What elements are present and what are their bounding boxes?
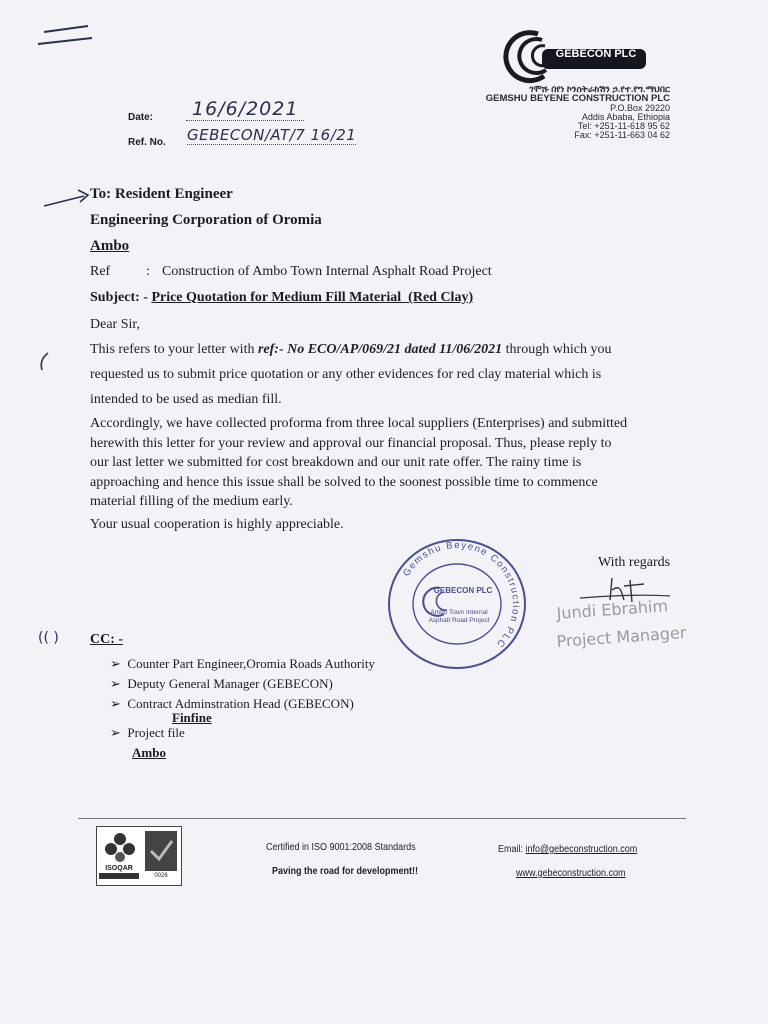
paragraph-2-line: our last letter we submitted for cost breakdown and our unit rate offer. The rainy time is xyxy=(90,455,582,470)
recipient-to: To: Resident Engineer xyxy=(90,186,233,202)
company-city: Addis Ababa, Ethiopia xyxy=(581,112,670,122)
iso-certified-text: Certified in ISO 9001:2008 Standards xyxy=(266,842,416,853)
date-value: 16/6/2021 xyxy=(186,98,304,121)
company-name: GEBECON PLC xyxy=(555,48,637,60)
cc-sub-location-2: Ambo xyxy=(132,745,166,760)
paragraph-1-line-2: requested us to submit price quotation or any other evidences for red clay material which is xyxy=(90,367,602,382)
cc-item: ➢ Deputy General Manager (GEBECON) xyxy=(110,676,333,691)
pen-mark-decoration: (( ) xyxy=(38,630,59,646)
stamp-center-line-1: Ambo Town Internal xyxy=(430,609,488,616)
salutation: Dear Sir, xyxy=(90,317,140,332)
pen-mark-decoration xyxy=(36,350,54,374)
iso-certification-logo xyxy=(96,826,182,886)
company-stamp xyxy=(382,534,532,674)
email-label: Email: xyxy=(498,844,526,855)
paragraph-2-line: material filling of the medium early. xyxy=(90,494,293,509)
paragraph-2-line: approaching and hence this issue shall be solved to the soonest possible time to commence xyxy=(90,474,598,490)
isoqar-label: ISOQAR xyxy=(105,865,133,872)
ref-no-value: GEBECON/AT/7 16/21 xyxy=(187,126,357,144)
company-pobox: P.O.Box 29220 xyxy=(610,103,670,113)
pen-arrow-decoration xyxy=(40,184,96,210)
stamp-center-line-2: Asphalt Road Project xyxy=(428,617,490,624)
isoqar-band xyxy=(99,873,139,879)
company-slogan: Paving the road for development!! xyxy=(272,866,419,877)
cc-label: CC: - xyxy=(90,632,124,647)
arrow-bullet-icon: ➢ xyxy=(110,676,128,691)
ref-line-separator: : xyxy=(146,264,150,279)
signatory-title: Project Manager xyxy=(556,622,687,651)
recipient-place: Ambo xyxy=(90,238,130,254)
stamp-ring-text: Gemshu Beyene Construction PLC xyxy=(401,539,522,651)
ref-line-label: Ref xyxy=(90,264,111,279)
regards-line: With regards xyxy=(598,555,671,570)
footer-divider xyxy=(78,818,686,819)
para1-text: This refers to your letter with xyxy=(90,342,258,357)
recipient-org: Engineering Corporation of Oromia xyxy=(90,212,322,228)
pen-mark-decoration xyxy=(30,22,100,52)
paragraph-2 xyxy=(90,414,690,512)
signatory-name: Jundi Ebrahim xyxy=(556,596,669,623)
website-link[interactable]: www.gebeconstruction.com xyxy=(516,868,626,879)
cc-item: ➢ Project file xyxy=(110,725,185,740)
ukas-checkmark-icon xyxy=(145,831,177,871)
paragraph-1-line-3: intended to be used as median fill. xyxy=(90,392,282,407)
arrow-bullet-icon: ➢ xyxy=(110,656,128,671)
ref-no-label: Ref. No. xyxy=(128,137,166,148)
arrow-bullet-icon: ➢ xyxy=(110,696,128,711)
paragraph-2-line: Accordingly, we have collected proforma from three local suppliers (Enterprises) and submitted xyxy=(90,416,628,431)
para1-text: through which you xyxy=(502,342,612,357)
footer-email xyxy=(498,844,637,855)
company-tel: Tel: +251-11-618 95 62 xyxy=(577,121,670,131)
cc-item: ➢ Counter Part Engineer,Oromia Roads Authority xyxy=(110,656,375,671)
para1-letter-ref: ref:- No ECO/AP/069/21 dated 11/06/2021 xyxy=(257,342,503,357)
cc-item: ➢ Contract Adminstration Head (GEBECON) xyxy=(110,696,354,711)
paragraph-1-line-1 xyxy=(90,337,611,362)
stamp-center-name: GEBECON PLC xyxy=(433,586,493,595)
cert-number: 0026 xyxy=(154,873,168,879)
isoqar-icon xyxy=(101,829,139,865)
company-fax: Fax: +251-11-663 04 62 xyxy=(574,130,670,140)
company-name-amharic: ገሞሹ በየነ ኮንስትራክሽን ኃ.የተ.የግ.ማህበር xyxy=(529,84,670,94)
arrow-bullet-icon: ➢ xyxy=(110,725,128,740)
paragraph-2-line: herewith this letter for your review and approval our financial proposal. Thus, please reply to xyxy=(90,435,612,451)
subject-label: Subject: - xyxy=(90,290,152,305)
company-full-name: GEMSHU BEYENE CONSTRUCTION PLC xyxy=(485,93,670,104)
date-label: Date: xyxy=(128,112,154,123)
cc-list xyxy=(110,654,375,714)
subject-text: Price Quotation for Medium Fill Material (Red Clay) xyxy=(151,290,474,305)
closing-line: Your usual cooperation is highly appreciable. xyxy=(90,517,344,532)
subject-line xyxy=(90,290,473,306)
email-link[interactable]: info@gebeconstruction.com xyxy=(525,844,638,855)
ref-line-text: Construction of Ambo Town Internal Asphalt Road Project xyxy=(162,264,492,279)
cc-sub-location-1: Finfine xyxy=(172,710,212,725)
